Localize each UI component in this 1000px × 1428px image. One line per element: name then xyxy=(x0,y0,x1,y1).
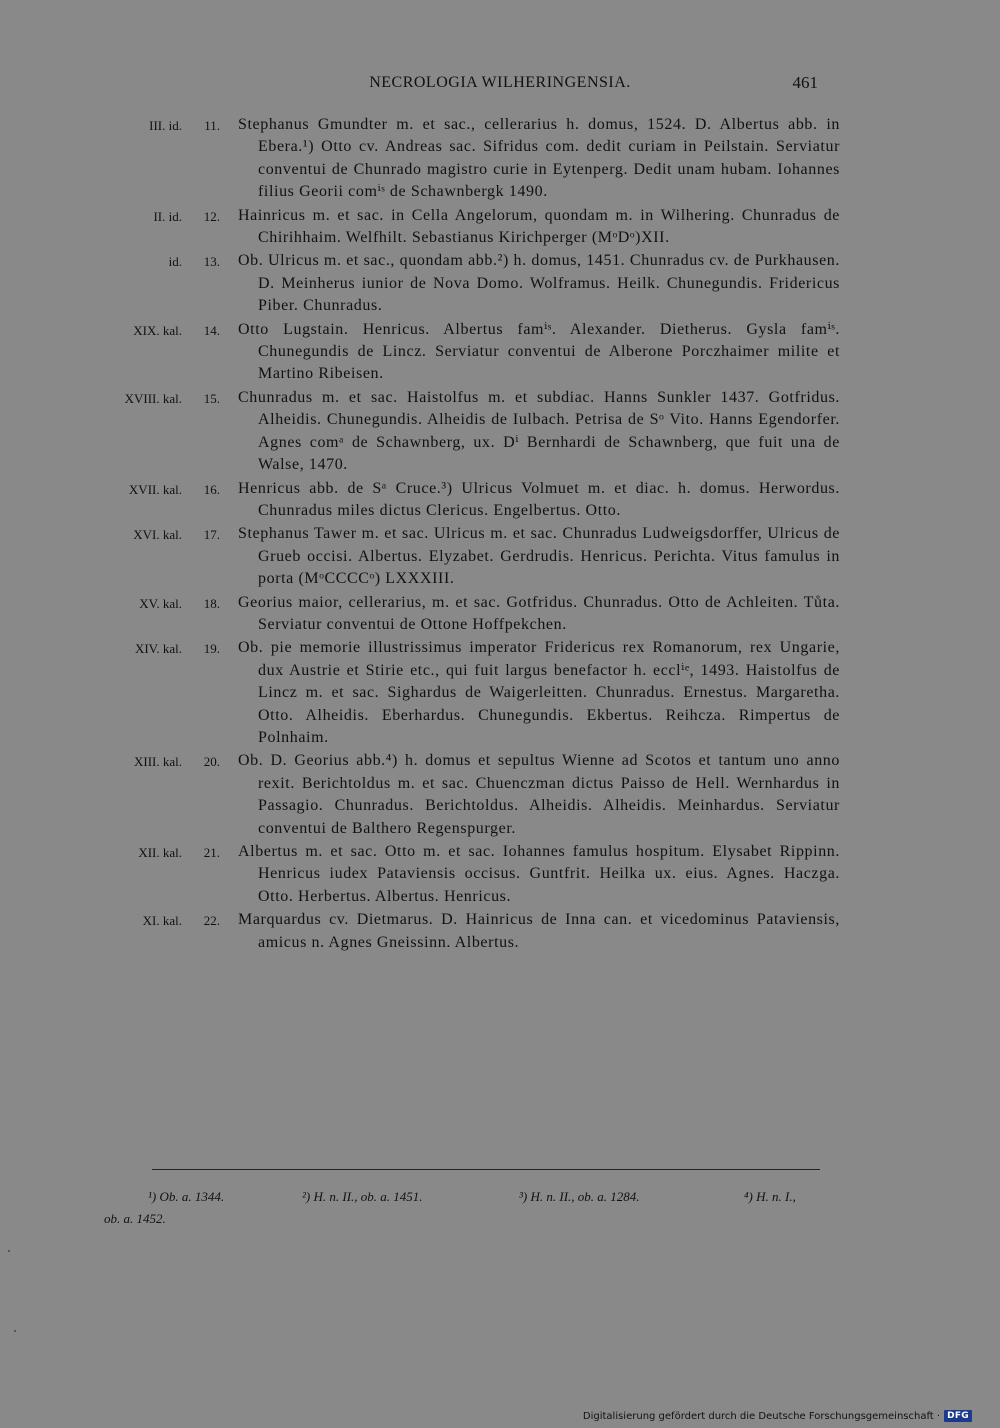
page-title: NECROLOGIA WILHERINGENSIA. xyxy=(369,74,631,91)
entry-day-22 xyxy=(0,909,1000,954)
entry-text: Albertus m. et sac. Otto m. et sac. Iohannes famulus hospitum. Elysabet Rippinn. Henricus iudex Pataviensis occisus. Guntfrit. Heilka ux. eius. Agnes. Haczga. Otto. Herbertus. Albertus. Henricus. xyxy=(238,843,840,905)
footnote-3: ³) H. n. II., ob. a. 1284. xyxy=(519,1189,640,1204)
footnote-2: ²) H. n. II., ob. a. 1451. xyxy=(302,1189,423,1204)
roman-date: XI. kal. xyxy=(142,913,182,929)
footnote-1: ¹) Ob. a. 1344. xyxy=(148,1189,225,1204)
footnote-rule xyxy=(152,1169,820,1170)
dfg-logo: DFG xyxy=(944,1410,972,1422)
day-number: 12. xyxy=(203,208,220,224)
roman-date: III. id. xyxy=(149,118,182,133)
entry-day-12 xyxy=(0,205,1000,250)
entry-day-15 xyxy=(0,387,1000,477)
footnote-4: ⁴) H. n. I., xyxy=(744,1189,796,1204)
day-number: 18. xyxy=(203,595,220,611)
day-number: 16. xyxy=(203,481,220,497)
roman-date: XIII. kal. xyxy=(133,754,182,770)
entry-text: Marquardus cv. Dietmarus. D. Hainricus de Inna can. et vicedominus Pataviensis, amicus n. Agnes Gneissinn. Albertus. xyxy=(238,911,840,951)
entry-day-21 xyxy=(0,841,1000,908)
footnote-4-continuation: ob. a. 1452. xyxy=(104,1211,166,1226)
roman-date: XVIII. kal. xyxy=(124,390,182,406)
day-number: 21. xyxy=(203,845,220,860)
roman-date: XIX. kal. xyxy=(133,322,182,338)
necrology-entries xyxy=(0,114,1000,955)
entry-text: Ob. D. Georius abb.⁴) h. domus et sepultus Wienne ad Scotos et tantum uno anno rexit. Berichtoldus m. et sac. Chuenczman dictus Paisso de Hell. Wernhardus in Passagio. Chunradus. Berichtoldus. Alheidis. Alheidis. Meinhardus. Serviatur conventui de Balthero Regenspurger. xyxy=(238,752,840,837)
roman-date: XIV. kal. xyxy=(134,641,182,657)
entry-day-17 xyxy=(0,523,1000,590)
day-number: 11. xyxy=(204,118,220,133)
roman-date: II. id. xyxy=(153,208,182,224)
running-header xyxy=(0,74,1000,100)
entry-text: Stephanus Gmundter m. et sac., cellerarius h. domus, 1524. D. Albertus abb. in Ebera.¹) Otto cv. Andreas sac. Sifridus com. dedit curiam in Peilstain. Serviatur conventui de Chunrado magistro curie in Eytenperg. Dedit unam hubam. Iohannes filius Georii comⁱˢ de Schawnbergk 1490. xyxy=(238,116,840,201)
day-number: 20. xyxy=(203,754,220,770)
entry-text: Chunradus m. et sac. Haistolfus m. et subdiac. Hanns Sunkler 1437. Gotfridus. Alheidis. Chunegundis. Alheidis de Iulbach. Petrisa de Sᵒ Vito. Hanns Egendorfer. Agnes comᵃ de Schawnberg, ux. Dⁱ Bernhardi de Schawnberg, que fuit una de Walse, 1470. xyxy=(238,388,840,474)
roman-date: XII. kal. xyxy=(138,845,182,860)
credit-text: Digitalisierung gefördert durch die Deutsche Forschungsgemeinschaft · xyxy=(582,1410,941,1422)
entry-text: Stephanus Tawer m. et sac. Ulricus m. et sac. Chunradus Ludweigsdorffer, Ulricus de Grueb occisi. Albertus. Elyzabet. Gerdrudis. Henricus. Perichta. Vitus famulus in porta (MᵒCCCCᵒ) LXXXIII. xyxy=(238,525,840,588)
roman-date: id. xyxy=(168,254,182,270)
day-number: 14. xyxy=(203,322,220,338)
entry-text: Otto Lugstain. Henricus. Albertus famⁱˢ. Alexander. Dietherus. Gysla famⁱˢ. Chunegundis de Lincz. Serviatur conventui de Alberone Porczhaimer milite et Martino Ribeisen. xyxy=(238,320,840,383)
entry-day-13 xyxy=(0,250,1000,317)
entry-text: Hainricus m. et sac. in Cella Angelorum, quondam m. in Wilhering. Chunradus de Chirihhaim. Welfhilt. Sebastianus Kirichperger (MᵒDᵒ)XII. xyxy=(238,206,840,247)
roman-date: XVI. kal. xyxy=(133,527,182,543)
entry-day-14 xyxy=(0,319,1000,386)
entry-day-20 xyxy=(0,750,1000,840)
entry-day-11 xyxy=(0,114,1000,204)
entry-text: Henricus abb. de Sᵃ Cruce.³) Ulricus Volmuet m. et diac. h. domus. Herwordus. Chunradus miles dictus Clericus. Engelbertus. Otto. xyxy=(238,479,840,519)
entry-day-16 xyxy=(0,478,1000,523)
entry-day-18 xyxy=(0,592,1000,637)
day-number: 15. xyxy=(203,390,220,406)
entry-text: Georius maior, cellerarius, m. et sac. Gotfridus. Chunradus. Otto de Achleiten. Tůta. Serviatur conventui de Ottone Hoffpekchen. xyxy=(238,593,840,633)
scan-speck xyxy=(14,1330,16,1332)
day-number: 13. xyxy=(203,254,220,270)
page-number: 461 xyxy=(792,73,818,92)
day-number: 17. xyxy=(203,527,220,543)
scan-speck xyxy=(8,1250,10,1252)
day-number: 19. xyxy=(203,641,220,657)
entry-text: Ob. Ulricus m. et sac., quondam abb.²) h. domus, 1451. Chunradus cv. de Purkhausen. D. Meinherus iunior de Nova Domo. Wolframus. Heilk. Chunegundis. Fridericus Piber. Chunradus. xyxy=(238,252,840,315)
roman-date: XVII. kal. xyxy=(128,481,182,497)
day-number: 22. xyxy=(203,913,220,929)
entry-text: Ob. pie memorie illustrissimus imperator Fridericus rex Romanorum, rex Ungarie, dux Austrie et Stirie etc., qui fuit largus benefactor h. ecclⁱᵉ, 1493. Haistolfus de Lincz m. et sac. Sighardus de Waigerleitten. Chunradus. Ernestus. Margaretha. Otto. Alheidis. Eberhardus. Chunegundis. Ekbertus. Reihcza. Rimpertus de Polnhaim. xyxy=(238,639,840,746)
roman-date: XV. kal. xyxy=(139,595,182,611)
entry-day-19 xyxy=(0,637,1000,749)
digitization-credit xyxy=(583,1408,972,1424)
